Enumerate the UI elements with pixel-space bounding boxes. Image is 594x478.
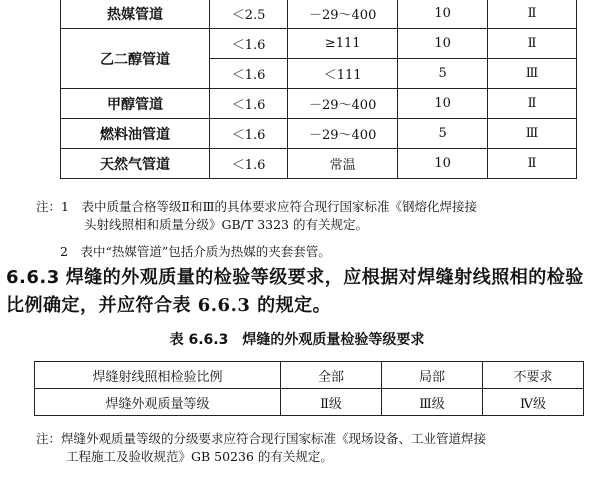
ratio-cell: 10: [398, 89, 488, 119]
ratio-cell: 10: [398, 149, 488, 179]
table-row: [35, 389, 584, 416]
table-note: [36, 198, 576, 234]
temperature-cell: ＜111: [288, 59, 398, 89]
grade-cell: Ⅱ: [488, 149, 577, 179]
pressure-cell: ＜1.6: [210, 59, 288, 89]
header-cell: 不要求: [483, 362, 584, 389]
ratio-cell: 5: [398, 59, 488, 89]
grade-cell: Ⅲ级: [382, 389, 483, 416]
section-number: 6.6.3: [6, 267, 60, 288]
grade-cell: Ⅱ: [488, 29, 577, 59]
ratio-cell: 10: [398, 0, 488, 29]
row-label: 焊缝外观质量等级: [35, 389, 281, 416]
grade-cell: Ⅲ: [488, 59, 577, 89]
header-cell: 局部: [382, 362, 483, 389]
table-row: [61, 0, 577, 29]
grade-cell: Ⅱ: [488, 89, 577, 119]
section-paragraph: [6, 264, 586, 320]
pressure-cell: ＜1.6: [210, 149, 288, 179]
pipe-name: 天然气管道: [61, 149, 210, 179]
temperature-cell: －29～400: [288, 89, 398, 119]
table-caption: 表 6.6.3 焊缝的外观质量检验等级要求: [169, 332, 425, 348]
note-line: 注：焊缝外观质量等级的分级要求应符合现行国家标准《现场设备、工业管道焊接: [36, 431, 487, 446]
pressure-cell: ＜2.5: [210, 0, 288, 29]
header-cell: 焊缝射线照相检验比例: [35, 362, 281, 389]
header-cell: 全部: [281, 362, 382, 389]
ratio-cell: 10: [398, 29, 488, 59]
grade-cell: Ⅳ级: [483, 389, 584, 416]
table-row: [61, 29, 577, 59]
table-note: [36, 430, 581, 466]
pipe-name: 甲醇管道: [61, 89, 210, 119]
grade-cell: Ⅲ: [488, 119, 577, 149]
weld-grade-table: [34, 361, 584, 416]
pipe-grade-table: [60, 0, 577, 179]
table-row: [61, 149, 577, 179]
table-row: [61, 119, 577, 149]
ratio-cell: 5: [398, 119, 488, 149]
temperature-cell: ≥111: [288, 29, 398, 59]
temperature-cell: －29～400: [288, 0, 398, 29]
pipe-name: 热媒管道: [61, 0, 210, 29]
table-row: [61, 89, 577, 119]
pipe-name: 燃料油管道: [61, 119, 210, 149]
pressure-cell: ＜1.6: [210, 89, 288, 119]
temperature-cell: －29～400: [288, 119, 398, 149]
pressure-cell: ＜1.6: [210, 29, 288, 59]
grade-cell: Ⅱ: [488, 0, 577, 29]
pressure-cell: ＜1.6: [210, 119, 288, 149]
note-line: 工程施工及验收规范》GB 50236 的有关规定。: [66, 449, 333, 464]
pipe-name: 乙二醇管道: [61, 29, 210, 89]
section-text: 焊缝的外观质量的检验等级要求，应根据对焊缝射线照相的检验比例确定，并应符合表 6.6.3 的规定。: [6, 267, 584, 316]
table-header-row: [35, 362, 584, 389]
note-line: 头射线照相和质量分级》GB/T 3323 的有关规定。: [84, 217, 368, 232]
grade-cell: Ⅱ级: [281, 389, 382, 416]
table-note: 2 表中“热媒管道”包括介质为热媒的夹套套管。: [60, 244, 331, 259]
temperature-cell: 常温: [288, 149, 398, 179]
note-line: 注：1 表中质量合格等级Ⅱ和Ⅲ的具体要求应符合现行国家标准《钢熔化焊接接: [36, 199, 478, 214]
